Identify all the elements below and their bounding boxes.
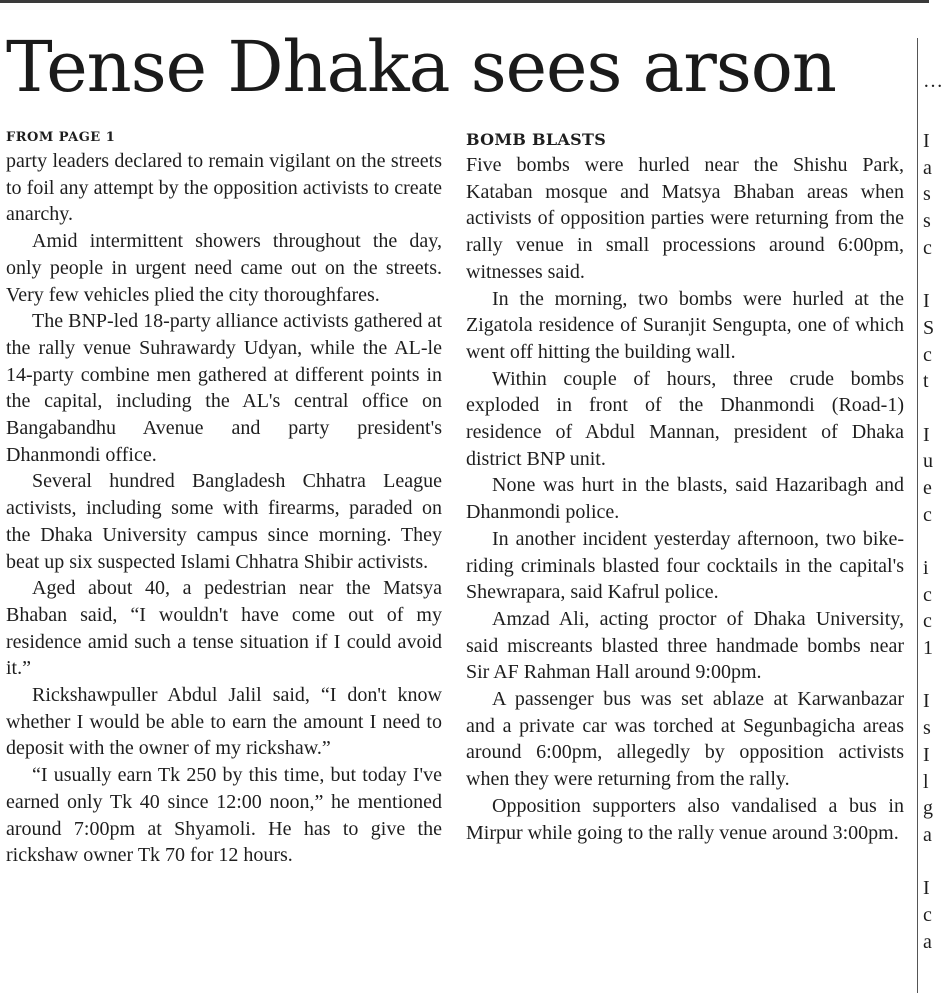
fragment-line: a — [923, 930, 932, 953]
fragment-line — [923, 528, 943, 555]
fragment-line: c — [923, 503, 932, 526]
fragment-line: c — [923, 236, 932, 259]
paragraph: The BNP-led 18-party alliance activists gathered at the rally venue Suhrawardy Udyan, while the AL-le 14-party combine men gathered at different points in the capital, including the AL's central office on Bangabandhu Avenue and party president's Dhanmondi office. — [6, 310, 442, 466]
fragment-line: I — [923, 423, 930, 446]
fragment-line: 1 — [923, 637, 933, 660]
paragraph: Amid intermittent showers throughout the day, only people in urgent need came out on the streets. Very few vehicles plied the city thoroughfares. — [6, 230, 442, 306]
paragraph: In another incident yesterday afternoon, two bike-riding criminals blasted four cocktails in the capital's Shewrapara, said Kafrul police. — [466, 527, 904, 604]
fragment-line: I — [923, 290, 930, 313]
fragment-line: s — [923, 717, 931, 740]
fragment-line: c — [923, 583, 932, 606]
paragraph: party leaders declared to remain vigilant on the streets to foil any attempt by the opposition activists to create anarchy. — [6, 150, 442, 226]
fragment-line: s — [923, 210, 931, 233]
continued-from-label: FROM PAGE 1 — [6, 130, 116, 145]
right-column-fragments — [923, 70, 943, 953]
fragment-line: a — [923, 823, 932, 846]
fragment-line: g — [923, 797, 933, 820]
paragraph: Within couple of hours, three crude bombs exploded in front of the Dhanmondi (Road-1) residence of Abdul Mannan, president of Dhaka district BNP unit. — [466, 367, 904, 470]
fragment-line: I — [923, 690, 930, 713]
fragment-line: i — [923, 557, 929, 579]
fragment-line: t — [923, 370, 929, 393]
section-subhead: BOMB BLASTS — [466, 130, 607, 149]
left-column — [6, 128, 442, 869]
paragraph: “I usually earn Tk 250 by this time, but today I've earned only Tk 40 since 12:00 noon,” he mentioned around 7:00pm at Shyamoli. He has to give the rickshaw owner Tk 70 for 12 hours. — [6, 764, 442, 867]
paragraph: Aged about 40, a pedestrian near the Matsya Bhaban said, “I wouldn't have come out of my residence amid such a tense situation if I could avoid it.” — [6, 577, 442, 680]
fragment-line: c — [923, 343, 932, 366]
fragment-line: c — [923, 903, 932, 926]
fragment-list — [923, 128, 943, 953]
fragment-line: l — [923, 770, 929, 793]
corner-fragment: … — [923, 70, 943, 92]
fragment-line: I — [923, 877, 930, 900]
paragraph: None was hurt in the blasts, said Hazaribagh and Dhanmondi police. — [466, 474, 904, 524]
fragment-line — [923, 395, 943, 422]
fragment-line: a — [923, 156, 932, 179]
fragment-line: e — [923, 476, 932, 499]
fragment-line — [923, 662, 943, 689]
paragraph: Five bombs were hurled near the Shishu Park, Kataban mosque and Matsya Bhaban areas when activists of opposition parties were returning from the rally venue in small processions around 6:00pm, witnesses said. — [466, 154, 904, 283]
column-divider — [917, 38, 918, 993]
fragment-line: s — [923, 183, 931, 206]
fragment-line: I — [923, 743, 930, 766]
fragment-line — [923, 849, 943, 876]
paragraph: Amzad Ali, acting proctor of Dhaka University, said miscreants blasted three handmade bombs near Sir AF Rahman Hall around 9:00pm. — [466, 607, 904, 684]
fragment-line — [923, 261, 943, 288]
paragraph: A passenger bus was set ablaze at Karwanbazar and a private car was torched at Segunbagicha areas around 6:00pm, allegedly by opposition activists when they were returning from the rally. — [466, 688, 904, 791]
fragment-line: c — [923, 610, 932, 633]
headline: Tense Dhaka sees arson — [6, 26, 836, 108]
paragraph: Opposition supporters also vandalised a bus in Mirpur while going to the rally venue around 3:00pm. — [466, 794, 904, 844]
paragraph: In the morning, two bombs were hurled at the Zigatola residence of Suranjit Sengupta, one of which went off hitting the building wall. — [466, 287, 904, 363]
top-rule — [0, 0, 929, 3]
paragraph: Rickshawpuller Abdul Jalil said, “I don't know whether I would be able to earn the amount I need to deposit with the owner of my rickshaw.” — [6, 684, 442, 760]
paragraph: Several hundred Bangladesh Chhatra League activists, including some with firearms, paraded on the Dhaka University campus since morning. They beat up six suspected Islami Chhatra Shibir activists. — [6, 470, 442, 573]
fragment-line: u — [923, 450, 933, 473]
middle-column — [466, 128, 904, 846]
fragment-line: S — [923, 316, 935, 339]
fragment-line: I — [923, 130, 930, 152]
